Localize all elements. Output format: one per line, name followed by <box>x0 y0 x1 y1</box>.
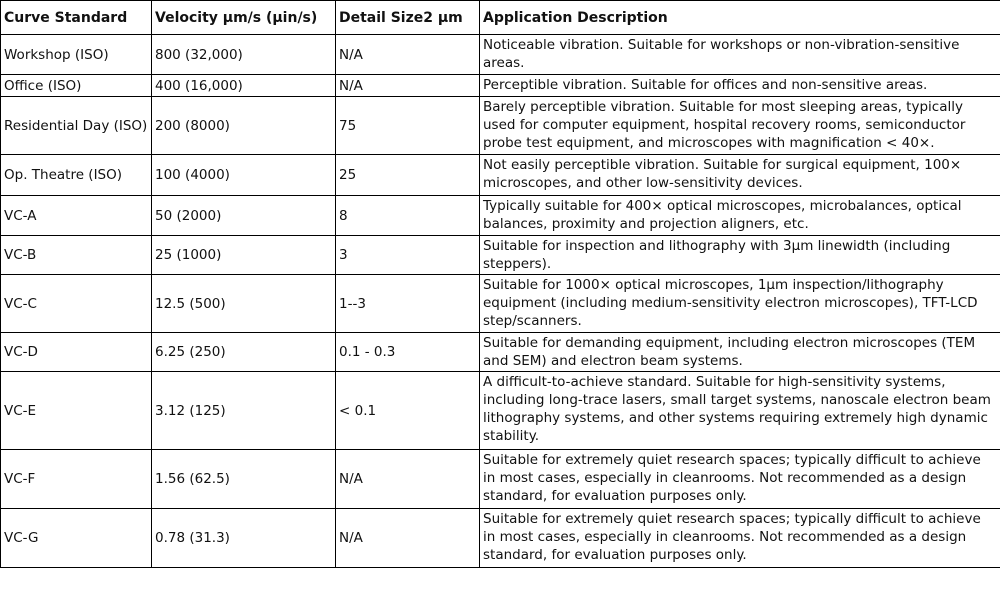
velocity-cell: 800 (32,000) <box>152 35 336 75</box>
velocity-cell: 200 (8000) <box>152 97 336 155</box>
curve-standard-cell: VC-A <box>1 196 152 236</box>
header-curve-standard: Curve Standard <box>1 1 152 35</box>
detail-size-cell: N/A <box>336 450 480 509</box>
table-row <box>1 372 1000 450</box>
detail-size-cell: 75 <box>336 97 480 155</box>
table-row <box>1 450 1000 509</box>
velocity-cell: 6.25 (250) <box>152 333 336 372</box>
table-row <box>1 196 1000 236</box>
description-cell: Suitable for extremely quiet research spaces; typically difficult to achieve in most cases, especially in cleanrooms. Not recommended as a design standard, for evaluation purposes only. <box>480 450 1000 509</box>
table-header-row <box>1 1 1000 35</box>
description-cell: Suitable for demanding equipment, including electron microscopes (TEM and SEM) and electron beam systems. <box>480 333 1000 372</box>
detail-size-cell: 0.1 - 0.3 <box>336 333 480 372</box>
detail-size-cell: 3 <box>336 236 480 275</box>
table-row <box>1 275 1000 333</box>
header-application-description: Application Description <box>480 1 1000 35</box>
header-velocity: Velocity μm/s (μin/s) <box>152 1 336 35</box>
table-row <box>1 155 1000 196</box>
curve-standard-cell: Office (ISO) <box>1 75 152 97</box>
description-cell: Barely perceptible vibration. Suitable for most sleeping areas, typically used for computer equipment, hospital recovery rooms, semiconductor probe test equipment, and microscopes with magnification < 40×. <box>480 97 1000 155</box>
header-detail-size: Detail Size2 μm <box>336 1 480 35</box>
curve-standard-cell: Op. Theatre (ISO) <box>1 155 152 196</box>
curve-standard-cell: VC-D <box>1 333 152 372</box>
detail-size-cell: 1--3 <box>336 275 480 333</box>
curve-standard-cell: VC-G <box>1 509 152 568</box>
description-cell: Noticeable vibration. Suitable for workshops or non-vibration-sensitive areas. <box>480 35 1000 75</box>
description-cell: Perceptible vibration. Suitable for offices and non-sensitive areas. <box>480 75 1000 97</box>
detail-size-cell: 25 <box>336 155 480 196</box>
table-row <box>1 97 1000 155</box>
description-cell: Suitable for 1000× optical microscopes, 1μm inspection/lithography equipment (including medium-sensitivity electron microscopes), TFT-LCD step/scanners. <box>480 275 1000 333</box>
description-cell: Suitable for extremely quiet research spaces; typically difficult to achieve in most cases, especially in cleanrooms. Not recommended as a design standard, for evaluation purposes only. <box>480 509 1000 568</box>
detail-size-cell: < 0.1 <box>336 372 480 450</box>
velocity-cell: 400 (16,000) <box>152 75 336 97</box>
table-row <box>1 333 1000 372</box>
description-cell: A difficult-to-achieve standard. Suitable for high-sensitivity systems, including long-trace lasers, small target systems, nanoscale electron beam lithography systems, and other systems requiring extremely high dynamic stability. <box>480 372 1000 450</box>
curve-standard-cell: VC-B <box>1 236 152 275</box>
table-row <box>1 35 1000 75</box>
detail-size-cell: N/A <box>336 35 480 75</box>
velocity-cell: 1.56 (62.5) <box>152 450 336 509</box>
detail-size-cell: N/A <box>336 509 480 568</box>
velocity-cell: 100 (4000) <box>152 155 336 196</box>
table-row <box>1 509 1000 568</box>
description-cell: Suitable for inspection and lithography with 3μm linewidth (including steppers). <box>480 236 1000 275</box>
velocity-cell: 3.12 (125) <box>152 372 336 450</box>
curve-standard-cell: Residential Day (ISO) <box>1 97 152 155</box>
detail-size-cell: N/A <box>336 75 480 97</box>
description-cell: Typically suitable for 400× optical microscopes, microbalances, optical balances, proximity and projection aligners, etc. <box>480 196 1000 236</box>
table-row <box>1 236 1000 275</box>
velocity-cell: 25 (1000) <box>152 236 336 275</box>
curve-standard-cell: VC-E <box>1 372 152 450</box>
curve-standard-cell: VC-C <box>1 275 152 333</box>
curve-standard-cell: VC-F <box>1 450 152 509</box>
description-cell: Not easily perceptible vibration. Suitable for surgical equipment, 100× microscopes, and other low-sensitivity devices. <box>480 155 1000 196</box>
velocity-cell: 12.5 (500) <box>152 275 336 333</box>
curve-standard-cell: Workshop (ISO) <box>1 35 152 75</box>
velocity-cell: 50 (2000) <box>152 196 336 236</box>
table-row <box>1 75 1000 97</box>
detail-size-cell: 8 <box>336 196 480 236</box>
velocity-cell: 0.78 (31.3) <box>152 509 336 568</box>
